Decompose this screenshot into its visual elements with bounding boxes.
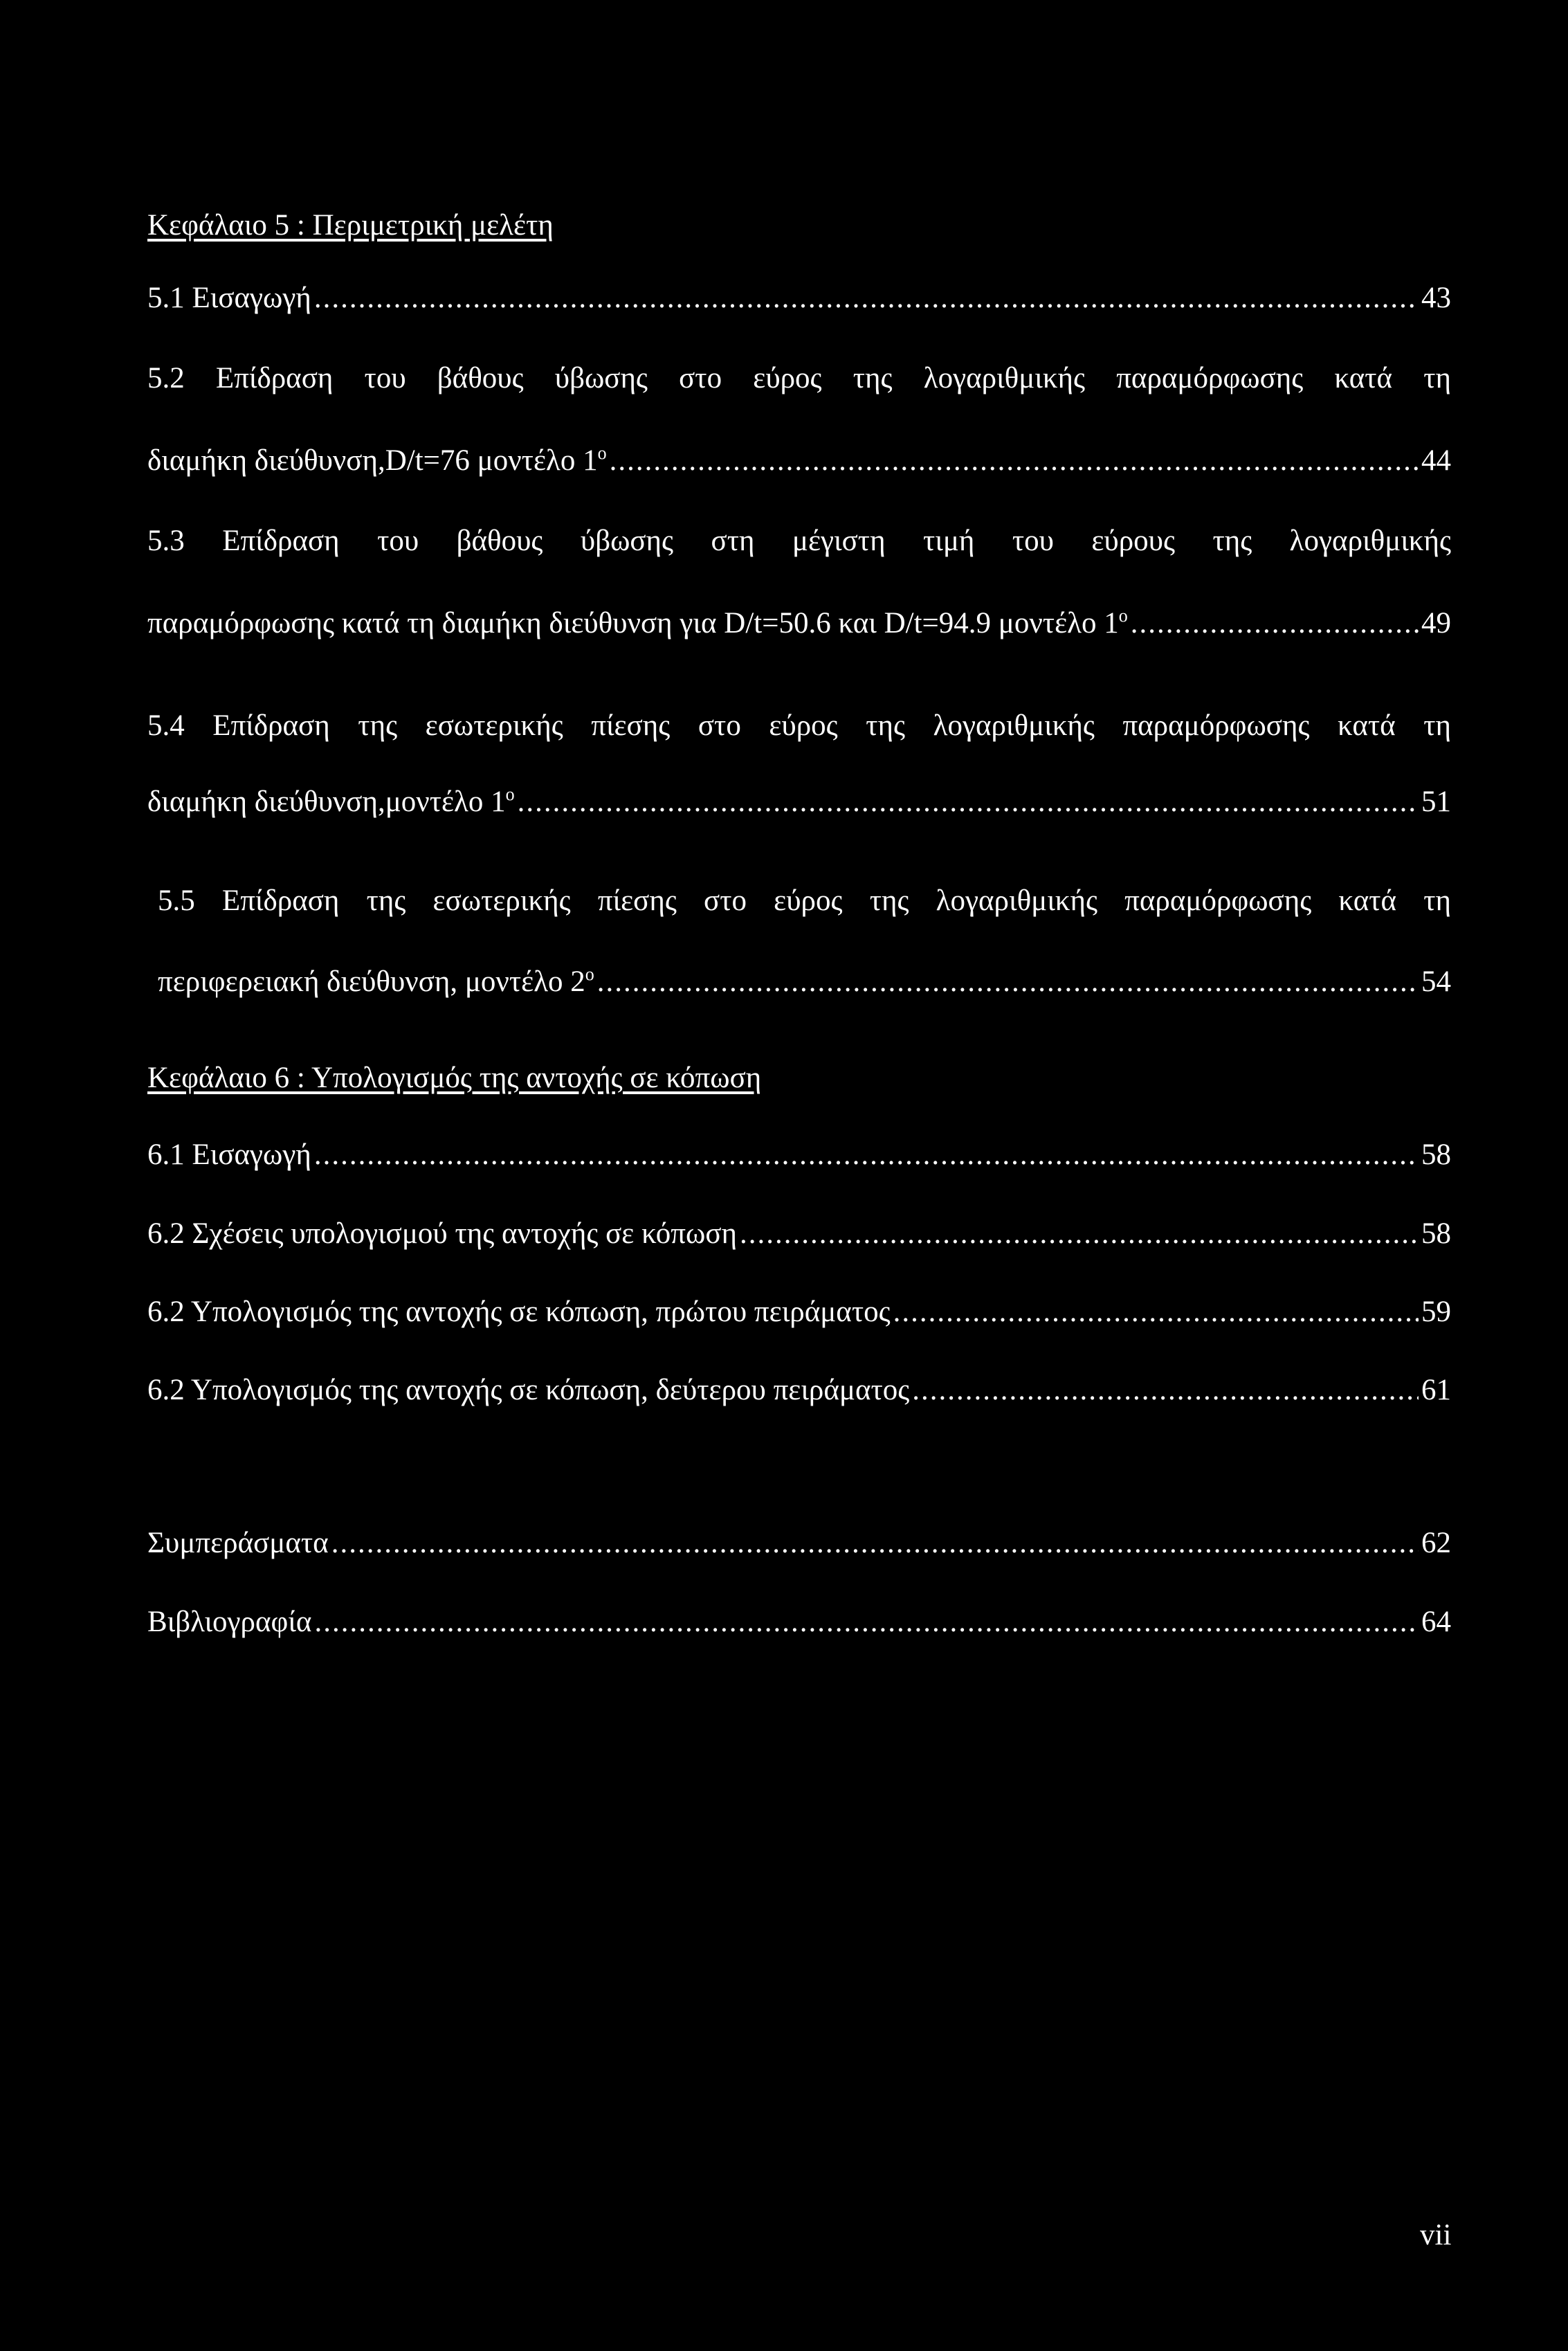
- toc-entry-title: 5.3 Επίδραση του βάθους ύβωσης στη μέγιστη τιμή του εύρους της λογαριθμικής: [147, 525, 1451, 557]
- toc-entry-title: 5.4 Επίδραση της εσωτερικής πίεσης στο εύρος της λογαριθμικής παραμόρφωσης κατά τη: [147, 709, 1451, 742]
- toc-entry-page: 61: [1421, 1374, 1451, 1406]
- dot-leader: [893, 1297, 1419, 1327]
- dot-leader: [610, 446, 1419, 475]
- toc-entry-6-1[interactable]: [147, 1140, 1451, 1170]
- toc-entry-title-cont: περιφερειακή διεύθυνση, μοντέλο $2^o$: [158, 964, 594, 998]
- chapter5-heading: Κεφάλαιο 5 : Περιμετρική μελέτη: [147, 209, 554, 242]
- toc-entry-5-4-line1[interactable]: [147, 711, 1451, 741]
- dot-leader: [597, 967, 1419, 997]
- toc-entry-title-cont: παραμόρφωσης κατά τη διαμήκη διεύθυνση για D/t=50.6 και D/t=94.9 μοντέλο $1^o$: [147, 606, 1128, 639]
- toc-entry-title: 6.1 Εισαγωγή: [147, 1138, 311, 1171]
- toc-entry-5-4-line2[interactable]: [147, 786, 1451, 817]
- toc-entry-title-cont: διαμήκη διεύθυνση,μοντέλο $1^o$: [147, 784, 515, 818]
- superscript: ο: [597, 443, 607, 463]
- toc-entry-page: 51: [1421, 786, 1451, 818]
- toc-entry-title: 5.5 Επίδραση της εσωτερικής πίεσης στο εύρος της λογαριθμικής παραμόρφωσης κατά τη: [158, 884, 1451, 917]
- dot-leader: [518, 787, 1419, 817]
- toc-entry-6-2-a[interactable]: [147, 1219, 1451, 1249]
- toc-entry-page: 62: [1421, 1527, 1451, 1559]
- toc-entry-page: 58: [1421, 1138, 1451, 1171]
- toc-entry-title: 6.2 Υπολογισμός της αντοχής σε κόπωση, δεύτερου πειράματος: [147, 1374, 910, 1406]
- toc-entry-5-1[interactable]: [147, 283, 1451, 313]
- toc-entry-page: 64: [1421, 1606, 1451, 1638]
- toc-entry-page: 58: [1421, 1217, 1451, 1250]
- toc-entry-5-5-line2[interactable]: [158, 965, 1451, 997]
- toc-entry-title: 6.2 Υπολογισμός της αντοχής σε κόπωση, πρώτου πειράματος: [147, 1296, 891, 1328]
- dot-leader: [314, 1607, 1419, 1637]
- toc-entry-6-2-b[interactable]: [147, 1297, 1451, 1327]
- dot-leader: [1131, 608, 1419, 638]
- toc-entry-title: 6.2 Σχέσεις υπολογισμού της αντοχής σε κόπωση: [147, 1217, 737, 1250]
- toc-entry-5-3-line1[interactable]: [147, 526, 1451, 556]
- toc-entry-page: 59: [1421, 1296, 1451, 1328]
- toc-entry-page: 54: [1421, 965, 1451, 998]
- toc-entry-page: 49: [1421, 607, 1451, 639]
- toc-entry-5-5-line1[interactable]: [158, 886, 1451, 916]
- toc-entry-6-2-c[interactable]: [147, 1375, 1451, 1405]
- toc-entry-title-cont: διαμήκη διεύθυνση,D/t=76 μοντέλο $1^o$: [147, 443, 607, 477]
- toc-entry-5-2-line1[interactable]: [147, 363, 1451, 393]
- toc-entry-title: 5.2 Επίδραση του βάθους ύβωσης στο εύρος της λογαριθμικής παραμόρφωσης κατά τη: [147, 362, 1451, 394]
- superscript: ο: [505, 784, 515, 804]
- toc-entry-page: 44: [1421, 444, 1451, 477]
- toc-entry-5-3-line2[interactable]: [147, 607, 1451, 638]
- dot-leader: [314, 283, 1419, 313]
- toc-entry-title: 5.1 Εισαγωγή: [147, 282, 311, 314]
- page-number: vii: [1420, 2219, 1452, 2251]
- toc-entry-conclusions[interactable]: [147, 1528, 1451, 1558]
- superscript: ο: [1118, 606, 1128, 626]
- dot-leader: [912, 1375, 1419, 1405]
- toc-entry-page: 43: [1421, 282, 1451, 314]
- toc-entry-title: Βιβλιογραφία: [147, 1606, 312, 1638]
- dot-leader: [740, 1219, 1419, 1249]
- dot-leader: [331, 1528, 1419, 1558]
- superscript: ο: [585, 964, 594, 984]
- dot-leader: [314, 1140, 1419, 1170]
- toc-entry-title: Συμπεράσματα: [147, 1527, 329, 1559]
- toc-entry-bibliography[interactable]: [147, 1607, 1451, 1637]
- toc-entry-5-2-line2[interactable]: [147, 444, 1451, 475]
- chapter6-heading: Κεφάλαιο 6 : Υπολογισμός της αντοχής σε κόπωση: [147, 1062, 762, 1094]
